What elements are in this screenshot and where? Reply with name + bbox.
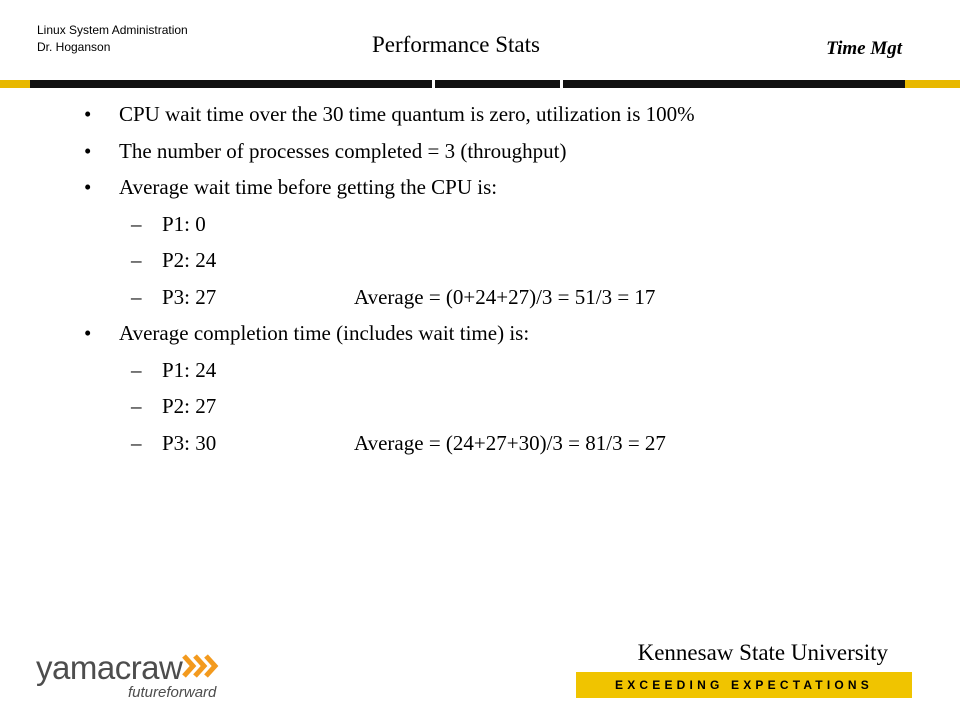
course-name: Linux System Administration bbox=[37, 23, 188, 37]
dash-marker: – bbox=[131, 284, 142, 309]
bullet-item bbox=[84, 169, 924, 206]
sub-item-text: P1: 24 bbox=[162, 357, 217, 382]
sub-item bbox=[84, 425, 924, 462]
header-divider-black bbox=[30, 80, 905, 88]
sub-item-text: P2: 27 bbox=[162, 394, 217, 418]
dash-marker: – bbox=[131, 248, 142, 272]
slide-content bbox=[84, 96, 924, 461]
yamacraw-logo bbox=[36, 648, 236, 704]
sub-item-text: P2: 24 bbox=[162, 248, 217, 272]
dash-marker: – bbox=[131, 211, 142, 236]
dash-marker: – bbox=[131, 430, 142, 455]
university-motto: EXCEEDING EXPECTATIONS bbox=[576, 672, 912, 698]
sub-item-text bbox=[162, 425, 666, 462]
chevron-arrows-icon bbox=[181, 653, 221, 679]
university-name: Kennesaw State University bbox=[637, 640, 888, 665]
bullet-item bbox=[84, 133, 924, 170]
slide-title: Performance Stats bbox=[372, 32, 540, 57]
average-formula: Average = (0+24+27)/3 = 51/3 = 17 bbox=[354, 284, 656, 309]
divider-gap bbox=[432, 80, 435, 88]
logo-tagline: futureforward bbox=[128, 684, 217, 701]
section-label: Time Mgt bbox=[826, 38, 902, 59]
sub-item bbox=[84, 242, 924, 279]
instructor-name: Dr. Hoganson bbox=[37, 40, 111, 54]
bullet-text: The number of processes completed = 3 (throughput) bbox=[119, 138, 567, 163]
header-divider-bar bbox=[0, 80, 960, 88]
bullet-item bbox=[84, 96, 924, 133]
sub-item-label: P3: 27 bbox=[162, 284, 217, 309]
sub-item-text bbox=[162, 279, 656, 316]
bullet-text: CPU wait time over the 30 time quantum is zero, utilization is 100% bbox=[119, 102, 695, 126]
logo-wordmark: yamacraw bbox=[36, 649, 183, 686]
dash-marker: – bbox=[131, 357, 142, 382]
sub-item bbox=[84, 388, 924, 425]
bullet-item bbox=[84, 315, 924, 352]
bullet-marker: • bbox=[84, 175, 92, 199]
sub-item-text: P1: 0 bbox=[162, 211, 206, 236]
bullet-text: Average wait time before getting the CPU is: bbox=[119, 175, 498, 199]
course-label bbox=[37, 22, 188, 56]
sub-item-label: P3: 30 bbox=[162, 430, 217, 455]
sub-item bbox=[84, 352, 924, 389]
sub-item bbox=[84, 279, 924, 316]
bullet-marker: • bbox=[84, 102, 92, 126]
bullet-marker: • bbox=[84, 138, 92, 163]
divider-gap bbox=[560, 80, 563, 88]
bullet-text: Average completion time (includes wait time) is: bbox=[119, 321, 530, 345]
sub-item bbox=[84, 206, 924, 243]
bullet-marker: • bbox=[84, 321, 92, 345]
average-formula: Average = (24+27+30)/3 = 81/3 = 27 bbox=[354, 430, 666, 455]
dash-marker: – bbox=[131, 394, 142, 418]
